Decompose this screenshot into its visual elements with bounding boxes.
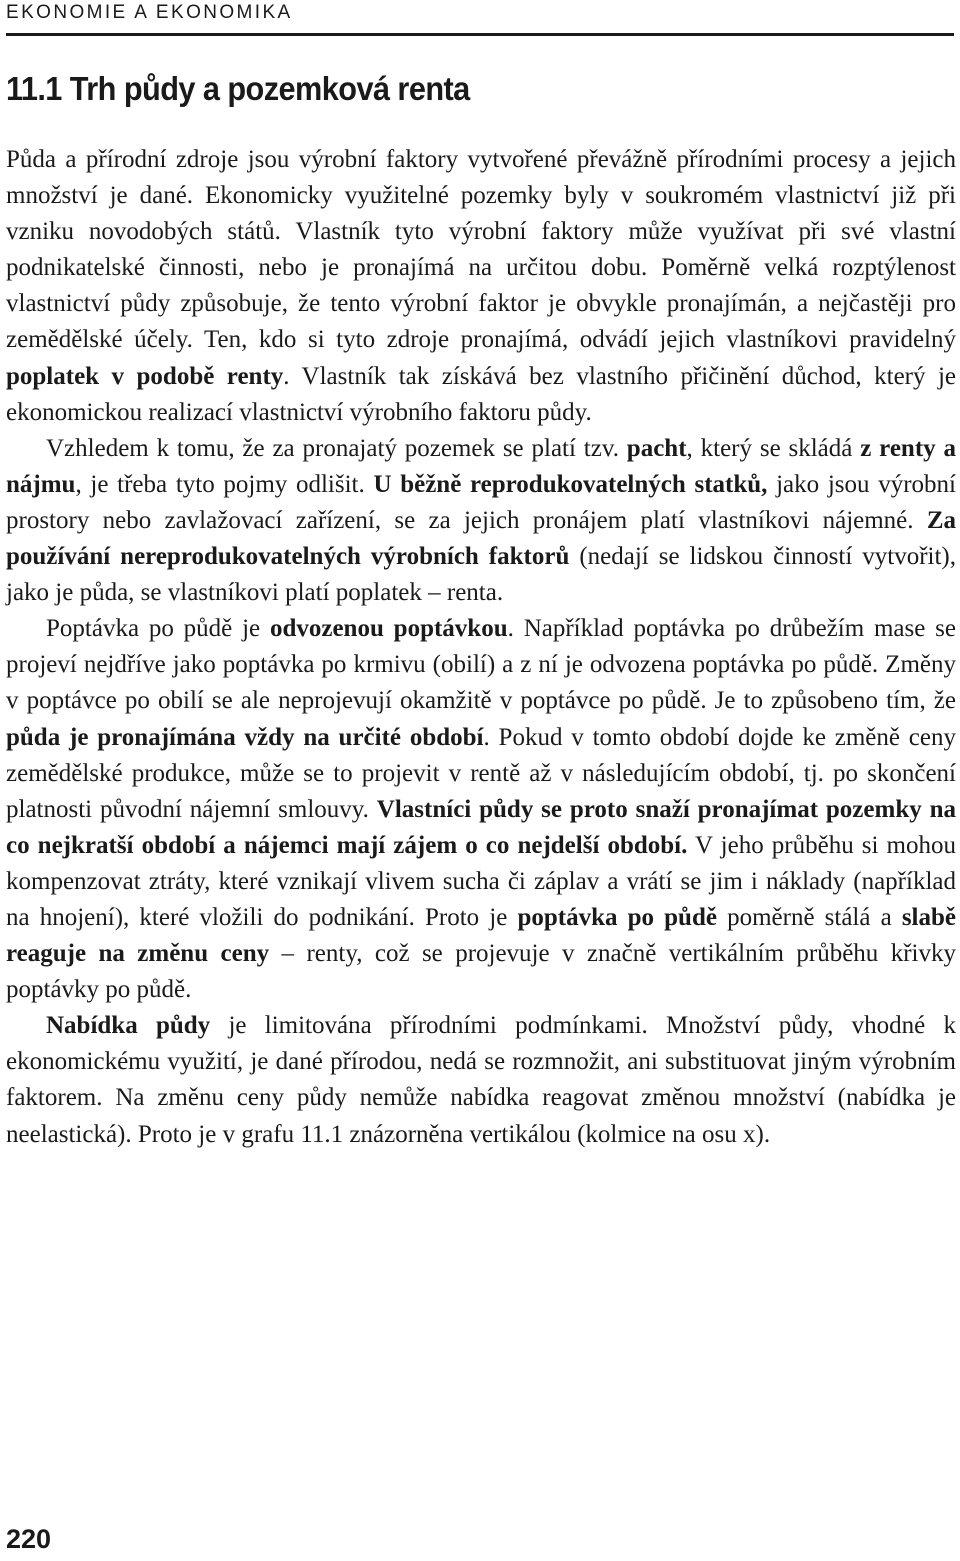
paragraph-3 [6, 611, 956, 1008]
emphasis-text: z renty a nájmu [6, 434, 956, 498]
emphasis-text: poptávka po půdě [517, 903, 717, 931]
body-run: poměrně stálá a [716, 903, 902, 931]
emphasis-text: odvozenou poptávkou [269, 615, 508, 643]
emphasis-text: poplatek v podobě renty [6, 362, 284, 390]
body-text [6, 142, 956, 1153]
body-run: . Pokud v tomto období dojde ke změně ceny zemědělské produkce, může se to projevit v rentě až v následujícím období, tj. po skončení platnosti původní nájemní smlouvy. [6, 723, 956, 823]
emphasis-text: pacht [626, 434, 687, 462]
running-head: EKONOMIE A EKONOMIKA [6, 2, 293, 23]
body-run: jako jsou výrobní prostory nebo zavlažovací zařízení, se za jejich pronájem platí vlastníkovi nájemné. [6, 470, 956, 534]
emphasis-text: půda je pronajímána vždy na určité období [6, 723, 484, 751]
emphasis-text: U běžně reprodukovatelných statků, [373, 470, 768, 498]
paragraph-1 [6, 142, 956, 431]
paragraph-2 [6, 431, 956, 611]
body-run: Poptávka po půdě je [46, 615, 270, 643]
body-run: Vzhledem k tomu, že za pronajatý pozemek se platí tzv. [46, 434, 627, 462]
emphasis-text: Za používání nereprodukovatelných výrobních faktorů [6, 506, 956, 571]
header-rule [6, 33, 954, 36]
page-number: 220 [6, 1524, 52, 1554]
emphasis-text: slabě reaguje na změnu ceny [6, 903, 957, 968]
body-run: . Vlastník tak získává bez vlastního přičinění důchod, který je ekonomickou realizací vlastnictví výrobního faktoru půdy. [6, 362, 956, 426]
body-run: , je třeba tyto pojmy odlišit. [75, 470, 374, 498]
section-title: 11.1 Trh půdy a pozemková renta [6, 70, 470, 107]
body-run: je limitována přírodními podmínkami. Množství půdy, vhodné k ekonomickému využití, je dané přírodou, nedá se rozmnožit, ani substituovat jiným výrobním faktorem. Na změnu ceny půdy nemůže nabídka reagovat změnou množství (nabídka je neelastická). Proto je v grafu 11.1 znázorněna vertikálou (kolmice na osu x). [6, 1012, 956, 1148]
paragraph-4 [6, 1008, 956, 1152]
body-run: – renty, což se projevuje v značně vertikálním průběhu křivky poptávky po půdě. [6, 940, 956, 1004]
body-run: Půda a přírodní zdroje jsou výrobní faktory vytvořené převážně přírodními procesy a jejich množství je dané. Ekonomicky využitelné pozemky byly v soukromém vlastnictví již při vzniku novodobých států. Vlastník tyto výrobní faktory může využívat při své vlastní podnikatelské činnosti, nebo je pronajímá na určitou dobu. Poměrně velká rozptýlenost vlastnictví půdy způsobuje, že tento výrobní faktor je obvykle pronajímán, a nejčastěji pro zemědělské účely. Ten, kdo si tyto zdroje pronajímá, odvádí jejich vlastníkovi pravidelný [6, 146, 956, 354]
emphasis-text: Vlastníci půdy se proto snaží pronajímat pozemky na co nejkratší období a nájemci mají zájem o co nejdelší období. [6, 795, 956, 859]
body-run: (nedají se lidskou činností vytvořit), jako je půda, se vlastníkovi platí poplatek – renta. [6, 543, 956, 607]
body-run: . Například poptávka po drůbežím mase se projeví nejdříve jako poptávka po krmivu (obilí) a z ní je odvozena poptávka po půdě. Změny v poptávce po obilí se ale neprojevují okamžitě v poptávce po půdě. Je to způsobeno tím, že [6, 615, 956, 715]
emphasis-text: Nabídka půdy [46, 1012, 211, 1040]
body-run: V jeho průběhu si mohou kompenzovat ztráty, které vznikají vlivem sucha či záplav a vrátí se jim i náklady (například na hnojení), které vložili do podnikání. Proto je [6, 831, 956, 931]
body-run: , který se skládá [686, 434, 861, 462]
